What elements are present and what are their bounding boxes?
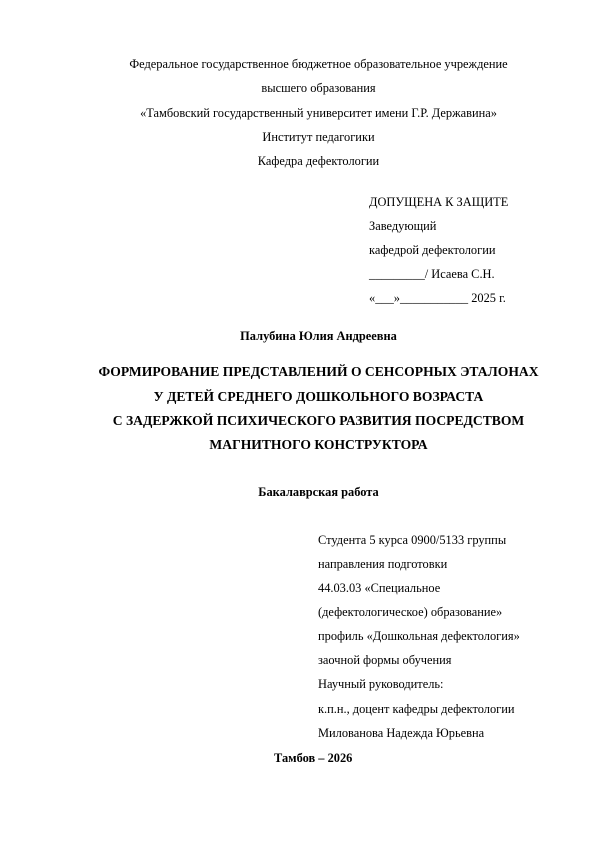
supervisor-name: Милованова Надежда Юрьевна (318, 726, 485, 740)
approval-date: «___»___________ 2025 г. (369, 291, 506, 305)
student-info-line: направления подготовки (318, 557, 448, 571)
university-name: «Тамбовский государственный университет имени Г.Р. Державина» (140, 106, 497, 120)
student-info-line: профиль «Дошкольная дефектология» (318, 629, 520, 643)
supervisor-title: к.п.н., доцент кафедры дефектологии (318, 702, 515, 716)
work-type: Бакалаврская работа (258, 485, 379, 499)
student-info-line: 44.03.03 «Специальное (318, 581, 441, 595)
department-name: Кафедра дефектологии (257, 154, 380, 168)
title-line: С ЗАДЕРЖКОЙ ПСИХИЧЕСКОГО РАЗВИТИЯ ПОСРЕДСТВОМ (112, 413, 525, 428)
institution-line-1: Федеральное государственное бюджетное образовательное учреждение (129, 57, 508, 71)
title-line: МАГНИТНОГО КОНСТРУКТОРА (209, 437, 428, 452)
approval-position: Заведующий (369, 219, 437, 233)
student-info-line: (дефектологическое) образование» (318, 605, 503, 619)
student-info-line: заочной формы обучения (318, 653, 452, 667)
institute-name: Институт педагогики (262, 130, 375, 144)
approval-signature: _________/ Исаева С.Н. (369, 267, 495, 281)
institution-line-2: высшего образования (261, 81, 376, 95)
student-info-line: Студента 5 курса 0900/5133 группы (318, 533, 507, 547)
supervisor-label: Научный руководитель: (318, 677, 444, 691)
approval-heading: ДОПУЩЕНА К ЗАЩИТЕ (369, 195, 509, 209)
title-line: ФОРМИРОВАНИЕ ПРЕДСТАВЛЕНИЙ О СЕНСОРНЫХ ЭТАЛОНАХ (98, 364, 539, 379)
title-line: У ДЕТЕЙ СРЕДНЕГО ДОШКОЛЬНОГО ВОЗРАСТА (153, 389, 484, 404)
approval-department: кафедрой дефектологии (369, 243, 496, 257)
city-year: Тамбов – 2026 (274, 751, 353, 765)
author-name: Палубина Юлия Андреевна (240, 329, 397, 343)
